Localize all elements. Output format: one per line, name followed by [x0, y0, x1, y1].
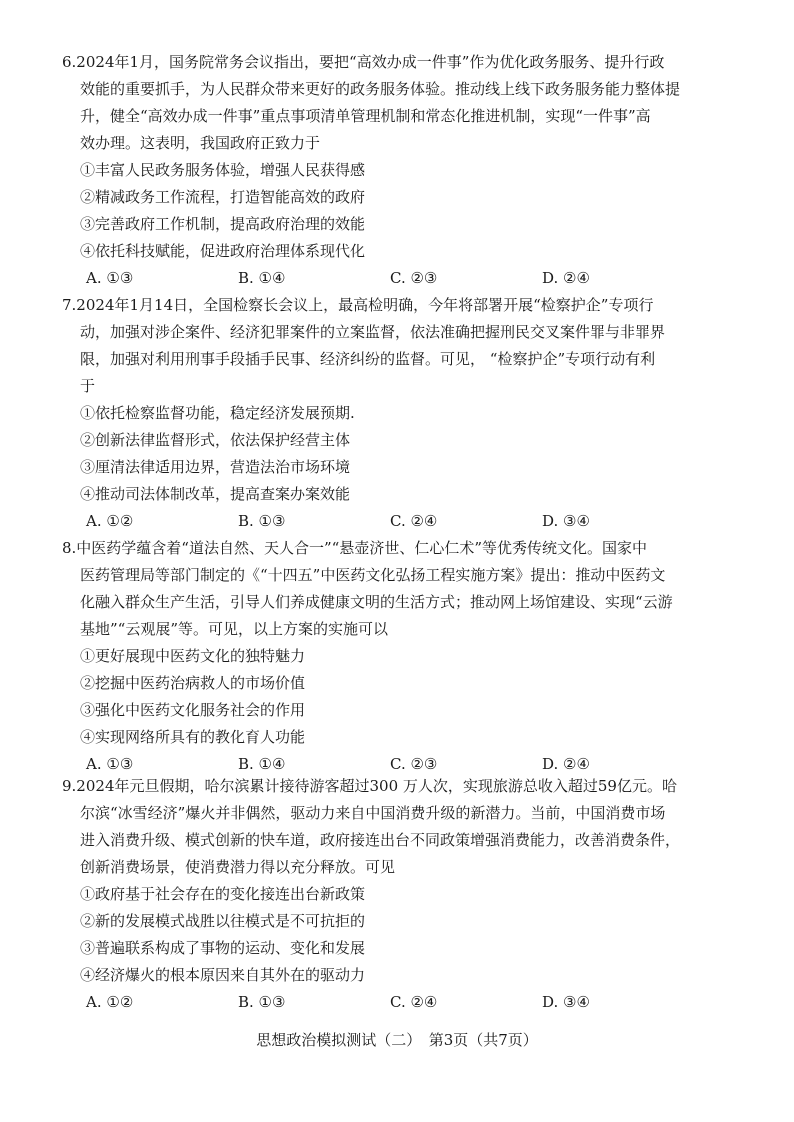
- question-stem-line: 动，加强对涉企案件、经济犯罪案件的立案监督，依法准确把握刑民交叉案件罪与非罪界: [80, 323, 666, 341]
- statement-option: ①更好展现中医药文化的独特魅力: [80, 647, 306, 665]
- choice-a: A. ①③: [86, 755, 134, 773]
- statement-option: ②精减政务工作流程，打造智能高效的政府: [80, 188, 366, 206]
- statement-option: ①政府基于社会存在的变化接连出台新政策: [80, 885, 366, 903]
- question-stem-line: 医药管理局等部门制定的《“十四五”中医药文化弘扬工程实施方案》提出：推动中医药文: [80, 566, 666, 584]
- question-stem-line: 升，健全“高效办成一件事”重点事项清单管理机制和常态化推进机制，实现“一件事”高: [80, 107, 651, 125]
- answer-choices: [86, 268, 746, 288]
- question-stem-line: 6.2024年1月，国务院常务会议指出，要把“高效办成一件事”作为优化政务服务、提升行政: [62, 53, 665, 71]
- statement-option: ①丰富人民政务服务体验，增强人民获得感: [80, 161, 366, 179]
- choice-c: C. ②③: [390, 269, 438, 287]
- choice-c: C. ②④: [390, 993, 438, 1011]
- statement-option: ③厘清法律适用边界，营造法治市场环境: [80, 458, 351, 476]
- choice-b: B. ①④: [238, 755, 286, 773]
- statement-option: ②创新法律监督形式，依法保护经营主体: [80, 431, 351, 449]
- statement-option: ①依托检察监督功能，稳定经济发展预期.: [80, 404, 355, 422]
- question-stem-line: 效办理。这表明，我国政府正致力于: [80, 134, 321, 152]
- statement-option: ④推动司法体制改革，提高查案办案效能: [80, 485, 351, 503]
- choice-a: A. ①③: [86, 269, 134, 287]
- statement-option: ③完善政府工作机制，提高政府治理的效能: [80, 215, 366, 233]
- choice-d: D. ③④: [542, 993, 590, 1011]
- question-stem-line: 尔滨“冰雪经济”爆火并非偶然，驱动力来自中国消费升级的新潜力。当前，中国消费市场: [80, 804, 666, 822]
- answer-choices: [86, 992, 746, 1012]
- answer-choices: [86, 754, 746, 774]
- statement-option: ②新的发展模式战胜以往模式是不可抗拒的: [80, 912, 366, 930]
- choice-d: D. ②④: [542, 755, 590, 773]
- choice-c: C. ②③: [390, 755, 438, 773]
- choice-b: B. ①④: [238, 269, 286, 287]
- choice-a: A. ①②: [86, 512, 134, 530]
- question-stem-line: 化融入群众生产生活，引导人们养成健康文明的生活方式；推动网上场馆建设、实现“云游: [80, 593, 673, 611]
- statement-option: ④经济爆火的根本原因来自其外在的驱动力: [80, 966, 366, 984]
- statement-option: ③强化中医药文化服务社会的作用: [80, 701, 306, 719]
- question-stem-line: 7.2024年1月14日，全国检察长会议上，最高检明确，今年将部署开展“检察护企”专项行: [62, 296, 654, 314]
- question-stem-line: 8.中医药学蕴含着“道法自然、天人合一”“悬壶济世、仁心仁术”等优秀传统文化。国家中: [62, 539, 647, 557]
- statement-option: ③普遍联系构成了事物的运动、变化和发展: [80, 939, 366, 957]
- choice-c: C. ②④: [390, 512, 438, 530]
- question-stem-line: 进入消费升级、模式创新的快车道，政府接连出台不同政策增强消费能力，改善消费条件，: [80, 831, 681, 849]
- question-stem-line: 效能的重要抓手，为人民群众带来更好的政务服务体验。推动线上线下政务服务能力整体提: [80, 80, 681, 98]
- statement-option: ②挖掘中医药治病救人的市场价值: [80, 674, 306, 692]
- question-stem-line: 9.2024年元旦假期，哈尔滨累计接待游客超过300 万人次，实现旅游总收入超过59亿元。哈: [62, 777, 677, 795]
- choice-d: D. ③④: [542, 512, 590, 530]
- question-stem-line: 于: [80, 377, 96, 395]
- choice-d: D. ②④: [542, 269, 590, 287]
- statement-option: ④实现网络所具有的教化育人功能: [80, 728, 306, 746]
- choice-b: B. ①③: [238, 512, 286, 530]
- choice-a: A. ①②: [86, 993, 134, 1011]
- page-footer: 思想政治模拟测试（二） 第3页（共7页）: [256, 1031, 538, 1049]
- statement-option: ④依托科技赋能，促进政府治理体系现代化: [80, 242, 366, 260]
- answer-choices: [86, 511, 746, 531]
- question-stem-line: 基地”“云观展”等。可见，以上方案的实施可以: [80, 620, 389, 638]
- question-stem-line: 限，加强对利用刑事手段插手民事、经济纠纷的监督。可见， “检察护企”专项行动有利: [80, 350, 656, 368]
- choice-b: B. ①③: [238, 993, 286, 1011]
- question-stem-line: 创新消费场景，使消费潜力得以充分释放。可见: [80, 858, 396, 876]
